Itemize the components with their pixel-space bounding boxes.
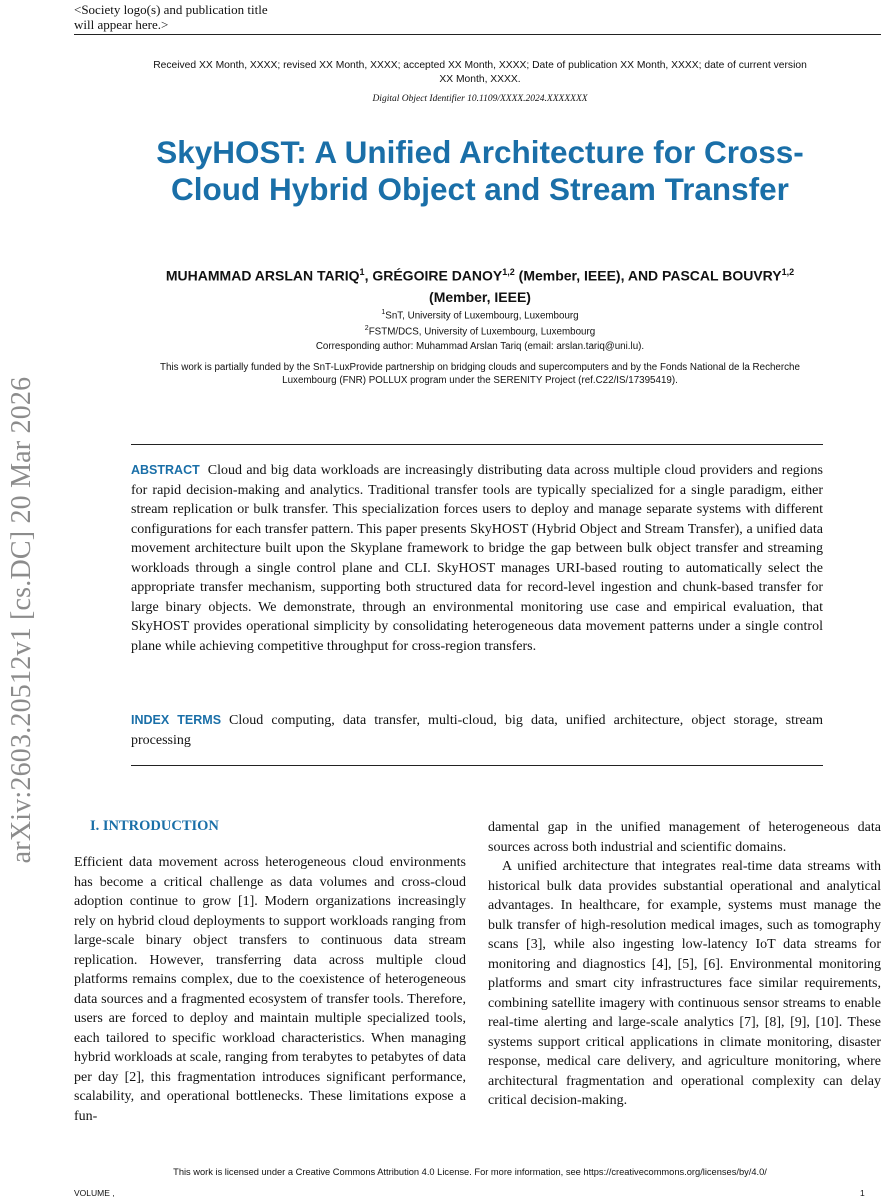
index-terms-label: INDEX TERMS [131, 713, 222, 727]
page-number: 1 [860, 1188, 865, 1198]
footer-volume: VOLUME , [74, 1188, 115, 1198]
affiliations [140, 306, 820, 339]
received-dates: Received XX Month, XXXX; revised XX Month, XXXX; accepted XX Month, XXXX; Date of publication XX Month, XXXX; date of current version XX Month, XXXX. [153, 60, 807, 85]
corresponding-author: Corresponding author: Muhammad Arslan Tariq (email: arslan.tariq@uni.lu). [315, 341, 645, 352]
section-heading-introduction: I. INTRODUCTION [90, 818, 219, 834]
affiliation-2: $^2$FSTM/DCS, University of Luxembourg, Luxembourg [364, 325, 596, 338]
paper-title: SkyHOST: A Unified Architecture for Cross-Cloud Hybrid Object and Stream Transfer [156, 134, 804, 207]
author-1-name: MUHAMMAD ARSLAN TARIQ [165, 267, 360, 284]
author-3-affil: 1,2 [781, 267, 795, 277]
author-1-affil: 1 [359, 267, 365, 277]
author-list [140, 262, 820, 308]
intro-paragraph-continued: damental gap in the unified management of heterogeneous data sources across both industrial and scientific domains. [488, 820, 881, 855]
doi-line: Digital Object Identifier 10.1109/XXXX.2024.XXXXXXX [372, 94, 588, 104]
author-2-affil: 1,2 [502, 267, 515, 277]
author-separator: , [364, 267, 373, 284]
abstract-top-rule [131, 444, 823, 445]
intro-paragraph-2: A unified architecture that integrates real-time data streams with historical bulk data provides substantial operational and analytical advantages. In healthcare, for example, systems must manage the bulk transfer of high-resolution medical images, such as tomography scans [3], while also ingesting low-latency IoT data streams for monitoring and diagnostics [4], [5], [6]. Environmental monitoring platforms and smart city infrastructures face similar requirements, combining satellite imagery with continuous sensor streams to enable real-time alerting and large-scale analytics [7], [8], [9], [10]. These systems support critical applications in climate monitoring, disaster response, medical care delivery, and agriculture monitoring, where architectural fragmentation and operational complexity can delay critical decision-making. [488, 859, 881, 1108]
society-logo-placeholder: <Society logo(s) and publication title will appear here.> [74, 2, 268, 32]
intro-right-column [488, 818, 881, 1111]
author-2-name: GRÉGOIRE DANOY [372, 267, 503, 284]
abstract-text: Cloud and big data workloads are increasingly distributing data across multiple cloud providers and regions for rapid decision-making and analytics. Traditional transfer tools are typically specialized for a single paradigm, either stream replication or bulk transfer. This specialization forces users to deploy and manage separate systems with different configurations for each transfer pattern. This paper presents SkyHOST (Hybrid Object and Stream Transfer), a unified data movement architecture built upon the Skyplane framework to bridge the gap between bulk object transfer and streaming workloads through a single control plane and CLI. SkyHOST manages URI-based routing to automatically select the appropriate transfer mechanism, supporting both structured data for record-level ingestion and chunk-based transfer for large binary objects. We demonstrate, through an environmental monitoring use case and empirical evaluation, that SkyHOST provides operational simplicity by consolidating heterogeneous data movement patterns under a single control plane while achieving competitive throughput for cross-region transfers. [131, 463, 823, 654]
header-rule [74, 34, 881, 35]
license-notice: This work is licensed under a Creative Commons Attribution 4.0 License. For more information, see https://creativecommons.org/licenses/by/4.0/ [173, 1167, 767, 1177]
arxiv-stamp-text: arXiv:2603.20512v1 [cs.DC] 20 Mar 2026 [6, 376, 37, 864]
author-3-note: (Member, IEEE) [429, 288, 531, 305]
index-terms [131, 711, 823, 750]
abstract-bottom-rule [131, 765, 823, 766]
index-terms-text: Cloud computing, data transfer, multi-cloud, big data, unified architecture, object storage, stream processing [131, 713, 823, 748]
arxiv-stamp [2, 330, 42, 910]
abstract-label: ABSTRACT [131, 463, 200, 477]
funding-statement: This work is partially funded by the SnT-LuxProvide partnership on bridging clouds and supercomputers and by the Fonds National de la Recherche Luxembourg (FNR) POLLUX program under the SERENITY Project (ref.C22/IS/17395419). [160, 362, 800, 386]
affiliation-1: $^1$SnT, University of Luxembourg, Luxembourg [381, 309, 579, 322]
abstract [131, 461, 823, 656]
intro-left-column: Efficient data movement across heterogeneous cloud environments has become a critical challenge as data volumes and cross-cloud adoption continue to grow [1]. Modern organizations increasingly rely on hybrid cloud deployments to support workloads ranging from large-scale binary object transfers to continuous data stream replication. However, transferring data across multiple cloud platforms remains complex, due to the coexistence of heterogeneous data sources and a fragmented ecosystem of transfer tools. Therefore, users are forced to deploy and maintain multiple specialized tools, each tailored to specific workload characteristics. When managing hybrid workloads at scale, ranging from terabytes to petabytes of data per day [2], this fragmentation introduces significant performance, scalability, and operational bottlenecks. These limitations expose a fun- [74, 855, 466, 1124]
author-2-note: (Member, IEEE), AND PASCAL BOUVRY [514, 267, 782, 284]
